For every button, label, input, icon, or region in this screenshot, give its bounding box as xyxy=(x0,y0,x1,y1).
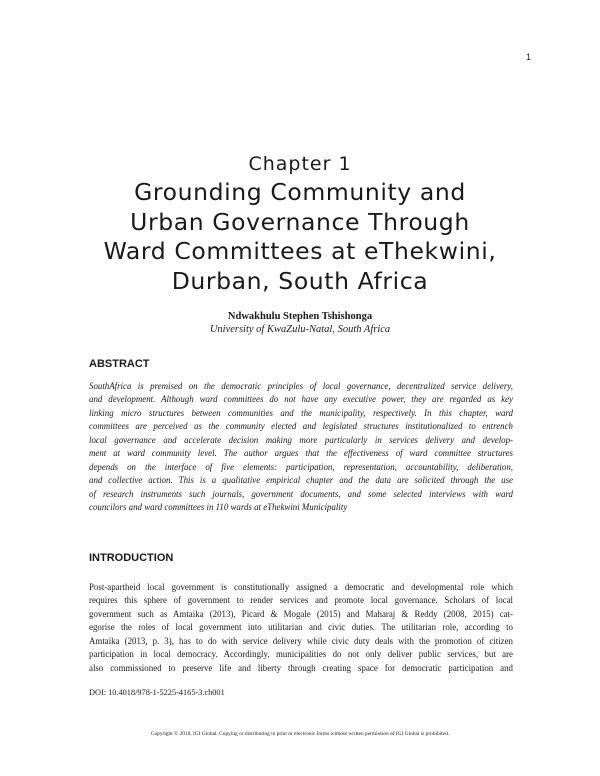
introduction-line: Post-apartheid local government is constitutionally assigned a democratic and developmental role which xyxy=(89,582,513,592)
copyright-notice: Copyright © 2018, IGI Global. Copying or distributing in print or electronic forms without written permission of IGI Global is prohibited. xyxy=(150,731,450,737)
title-line: Urban Governance Through xyxy=(130,207,470,236)
introduction-line: participation in local democracy. Accordingly, municipalities do not only deliver public services, but are xyxy=(89,649,513,660)
abstract-line: local governance and accelerate decision making more particularly in services delivery and develop- xyxy=(89,434,513,445)
abstract-line: linking micro structures between communities and the municipality, respectively. In this chapter, ward xyxy=(89,407,513,418)
introduction-heading: INTRODUCTION xyxy=(89,552,174,564)
abstract-line: and development. Although ward committees do not have any executive power, they are regarded as key xyxy=(89,394,513,405)
chapter-label: Chapter 1 xyxy=(248,153,352,175)
introduction-line: government such as Amtaika (2013), Picard & Mogale (2015) and Maharaj & Reddy (2008, 2015) cat- xyxy=(89,608,513,619)
abstract-line: and collective action. This is a qualitative empirical chapter and the data are solicited through the use xyxy=(89,475,513,486)
introduction-line: egorise the roles of local government into utilitarian and civic duties. The utilitarian role, according to xyxy=(89,622,513,633)
abstract-heading: ABSTRACT xyxy=(89,358,150,370)
abstract-body xyxy=(89,380,513,515)
abstract-line: ment at ward community level. The author argues that the effectiveness of ward committee structures xyxy=(89,448,513,459)
abstract-line: depends on the interface of five elements: participation, representation, accountability, deliberation, xyxy=(89,461,513,472)
author-name: Ndwakhulu Stephen Tshishonga xyxy=(227,311,373,322)
doi: DOI: 10.4018/978-1-5225-4165-3.ch001 xyxy=(89,688,225,697)
title-line: Ward Committees at eThekwini, xyxy=(103,237,497,265)
abstract-line: councilors and ward committees in 110 wards at eThekwini Municipality xyxy=(89,502,348,513)
introduction-body xyxy=(89,581,513,675)
title-line: Durban, South Africa xyxy=(171,266,429,295)
introduction-line: Amtaika (2013, p. 3), has to do with service delivery while civic duty deals with the promotion of citizen xyxy=(89,635,513,646)
page-number: 1 xyxy=(525,52,531,62)
abstract-line: of research instruments such journals, government documents, and some selected interviews with ward xyxy=(89,488,513,499)
introduction-line: requires this sphere of government to render services and promote local governance. Scholars of local xyxy=(89,595,513,606)
chapter-title xyxy=(60,178,540,296)
abstract-line: committees are perceived as the community elected and legislated structures institutionalized to entrench xyxy=(89,421,513,432)
title-line: Grounding Community and xyxy=(134,178,466,206)
introduction-line: also commissioned to preserve life and liberty through creating space for democratic participation and xyxy=(89,662,513,673)
abstract-line: SouthAfrica is premised on the democratic principles of local governance, decentralized service delivery, xyxy=(89,381,513,391)
author-affiliation: University of KwaZulu-Natal, South Africa xyxy=(209,324,391,335)
